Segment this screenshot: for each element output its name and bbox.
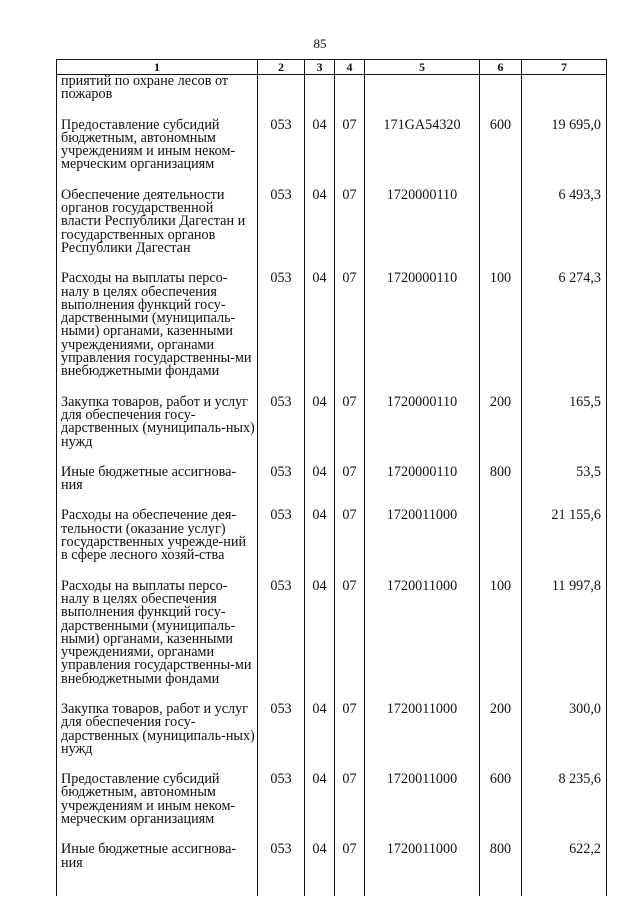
code-subsection-cell — [335, 75, 365, 102]
code-ministry-cell: 053 — [258, 172, 305, 255]
amount-cell: 19 695,0 — [522, 102, 607, 172]
header-col-7: 7 — [522, 60, 607, 75]
amount-cell: 21 155,6 — [522, 492, 607, 562]
code-target-article-cell — [365, 75, 480, 102]
page-number: 85 — [313, 36, 327, 51]
amount-cell: 11 997,8 — [522, 563, 607, 686]
code-ministry-cell: 053 — [258, 449, 305, 493]
header-col-4: 4 — [335, 60, 365, 75]
code-subsection-cell: 07 — [335, 756, 365, 826]
table-row — [57, 75, 607, 102]
table-row — [57, 379, 607, 449]
amount-cell: 622,2 — [522, 826, 607, 896]
code-expense-type-cell — [480, 172, 522, 255]
code-section-cell: 04 — [305, 686, 335, 756]
code-target-article-cell: 1720000110 — [365, 449, 480, 493]
code-expense-type-cell: 600 — [480, 756, 522, 826]
code-subsection-cell: 07 — [335, 826, 365, 896]
code-ministry-cell: 053 — [258, 563, 305, 686]
code-section-cell — [305, 75, 335, 102]
item-name-cell: Закупка товаров, работ и услуг для обеспечения госу-дарственных (муниципаль-ных) нужд — [57, 379, 258, 449]
table-row — [57, 492, 607, 562]
amount-cell: 300,0 — [522, 686, 607, 756]
code-subsection-cell: 07 — [335, 172, 365, 255]
header-col-6: 6 — [480, 60, 522, 75]
code-subsection-cell: 07 — [335, 102, 365, 172]
code-section-cell: 04 — [305, 449, 335, 493]
code-expense-type-cell — [480, 492, 522, 562]
code-section-cell: 04 — [305, 756, 335, 826]
code-section-cell: 04 — [305, 379, 335, 449]
code-ministry-cell: 053 — [258, 492, 305, 562]
code-ministry-cell: 053 — [258, 102, 305, 172]
code-expense-type-cell: 800 — [480, 826, 522, 896]
code-expense-type-cell — [480, 75, 522, 102]
amount-cell — [522, 75, 607, 102]
code-target-article-cell: 1720011000 — [365, 686, 480, 756]
code-subsection-cell: 07 — [335, 379, 365, 449]
table-row — [57, 255, 607, 378]
amount-cell: 6 493,3 — [522, 172, 607, 255]
code-target-article-cell: 1720011000 — [365, 563, 480, 686]
amount-cell: 53,5 — [522, 449, 607, 493]
table-row — [57, 756, 607, 826]
item-name-cell: Иные бюджетные ассигнова-ния — [57, 826, 258, 896]
code-target-article-cell: 171GA54320 — [365, 102, 480, 172]
item-name-cell: приятий по охране лесов от пожаров — [57, 75, 258, 102]
header-col-2: 2 — [258, 60, 305, 75]
code-ministry-cell: 053 — [258, 826, 305, 896]
code-expense-type-cell: 100 — [480, 255, 522, 378]
item-name-cell: Расходы на выплаты персо-налу в целях обеспечения выполнения функций госу-дарственными (муниципаль-ными) органами, казенными учреждениями, органами управления государственны-ми внебюджетными фондами — [57, 563, 258, 686]
code-section-cell: 04 — [305, 563, 335, 686]
item-name-cell: Расходы на выплаты персо-налу в целях обеспечения выполнения функций госу-дарственными (муниципаль-ными) органами, казенными учреждениями, органами управления государственны-ми внебюджетными фондами — [57, 255, 258, 378]
item-name-cell: Предоставление субсидий бюджетным, автономным учреждениям и иным неком-мерческим организациям — [57, 756, 258, 826]
code-target-article-cell: 1720011000 — [365, 756, 480, 826]
code-expense-type-cell: 800 — [480, 449, 522, 493]
code-subsection-cell: 07 — [335, 449, 365, 493]
code-subsection-cell: 07 — [335, 492, 365, 562]
code-expense-type-cell: 200 — [480, 379, 522, 449]
table-row — [57, 826, 607, 896]
code-expense-type-cell: 200 — [480, 686, 522, 756]
header-col-5: 5 — [365, 60, 480, 75]
table-row — [57, 563, 607, 686]
table-row — [57, 172, 607, 255]
code-subsection-cell: 07 — [335, 255, 365, 378]
code-ministry-cell: 053 — [258, 255, 305, 378]
amount-cell: 165,5 — [522, 379, 607, 449]
item-name-cell: Обеспечение деятельности органов государственной власти Республики Дагестан и государственных органов Республики Дагестан — [57, 172, 258, 255]
code-expense-type-cell: 600 — [480, 102, 522, 172]
amount-cell: 6 274,3 — [522, 255, 607, 378]
code-section-cell: 04 — [305, 492, 335, 562]
code-target-article-cell: 1720011000 — [365, 826, 480, 896]
item-name-cell: Расходы на обеспечение дея-тельности (оказание услуг) государственных учрежде-ний в сфере лесного хозяй-ства — [57, 492, 258, 562]
code-target-article-cell: 1720000110 — [365, 172, 480, 255]
code-ministry-cell: 053 — [258, 379, 305, 449]
code-section-cell: 04 — [305, 255, 335, 378]
code-subsection-cell: 07 — [335, 686, 365, 756]
code-ministry-cell — [258, 75, 305, 102]
item-name-cell: Предоставление субсидий бюджетным, автономным учреждениям и иным неком-мерческим организациям — [57, 102, 258, 172]
table-row — [57, 449, 607, 493]
code-section-cell: 04 — [305, 826, 335, 896]
table-row — [57, 686, 607, 756]
code-expense-type-cell: 100 — [480, 563, 522, 686]
header-col-3: 3 — [305, 60, 335, 75]
amount-cell: 8 235,6 — [522, 756, 607, 826]
item-name-cell: Закупка товаров, работ и услуг для обеспечения госу-дарственных (муниципаль-ных) нужд — [57, 686, 258, 756]
item-name-cell: Иные бюджетные ассигнова-ния — [57, 449, 258, 493]
code-section-cell: 04 — [305, 172, 335, 255]
budget-table — [56, 59, 607, 896]
code-subsection-cell: 07 — [335, 563, 365, 686]
code-ministry-cell: 053 — [258, 686, 305, 756]
code-target-article-cell: 1720000110 — [365, 379, 480, 449]
code-ministry-cell: 053 — [258, 756, 305, 826]
header-col-1: 1 — [57, 60, 258, 75]
code-section-cell: 04 — [305, 102, 335, 172]
code-target-article-cell: 1720000110 — [365, 255, 480, 378]
code-target-article-cell: 1720011000 — [365, 492, 480, 562]
table-row — [57, 102, 607, 172]
